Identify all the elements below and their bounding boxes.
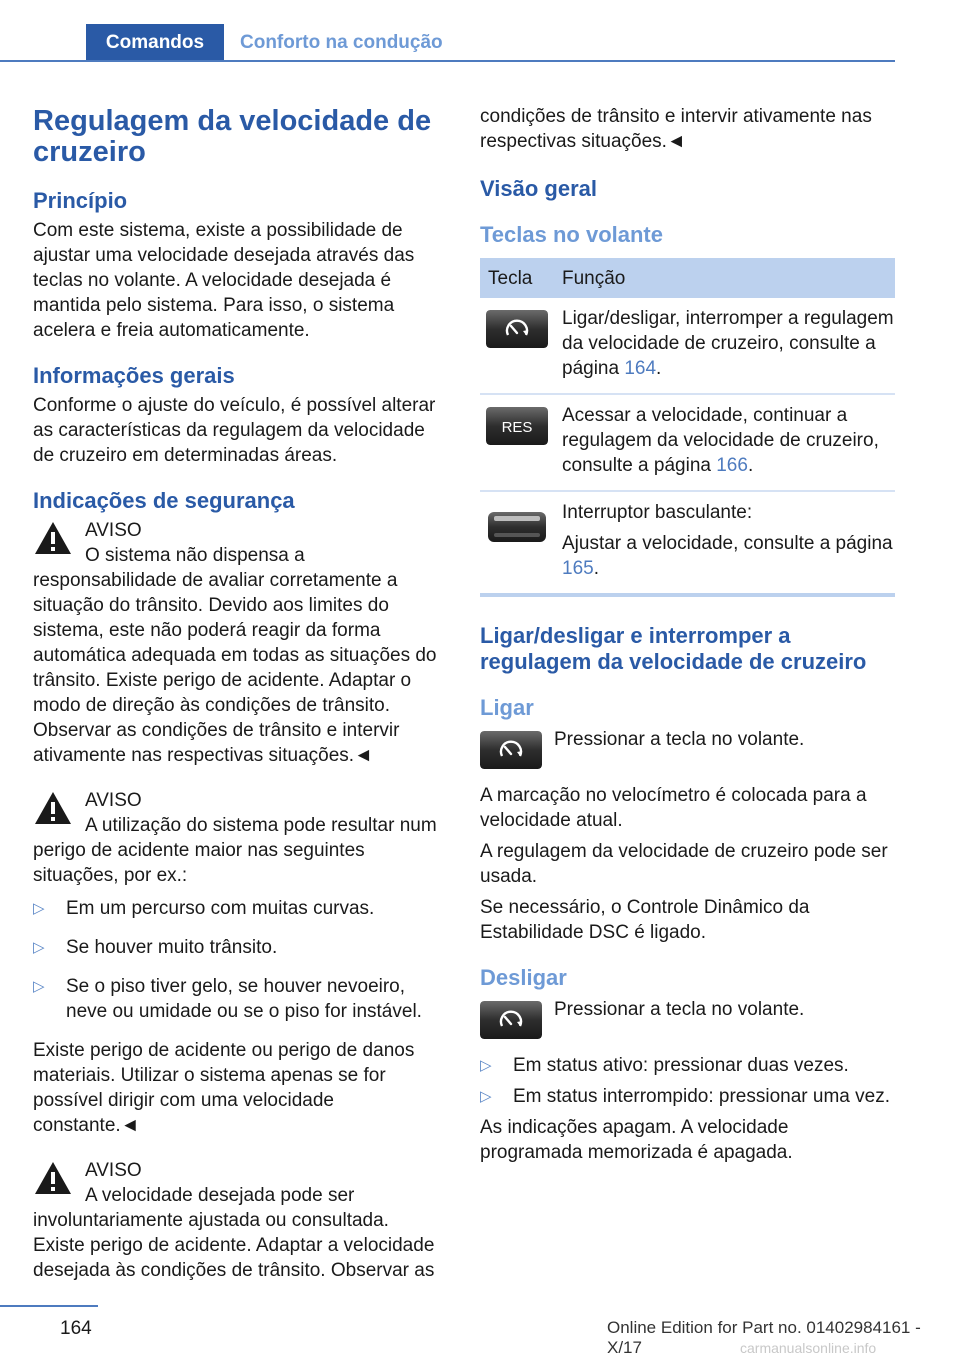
table-row: Interruptor basculante: Ajustar a velocidade, consulte a página 165. [480,491,895,595]
warning-label: AVISO [85,520,142,541]
warning-text: A velocidade desejada pode ser involuntariamente ajustada ou consultada. Existe perigo de acidente. Adaptar a velocidade desejada às condições de trânsito. Observar as [33,1185,435,1281]
on-instruction: Pressionar a tecla no volante. [480,727,895,771]
warning-triangle-icon [33,520,73,556]
footer-rule [0,1305,98,1307]
watermark: carmanualsonline.info [740,1340,877,1356]
principle-text: Com este sistema, existe a possibilidade de ajustar uma velocidade desejada através das teclas no volante. A velocidade desejada é mantida pelo sistema. Para isso, o sistema acelera e freia automaticamente. [33,220,415,341]
warning-text: O sistema não dispensa a responsabilidade de avaliar corretamente a situação do trânsito. Devido aos limites do sistema, este não poderá reagir da forma automática adequada em todas as situações do trânsito. Existe perigo de acidente. Adaptar o modo de direção às condições de trânsito. Observar as condições de trânsito e intervir ativamente nas respectivas situações.◄ [33,545,437,766]
edition-text: Online Edition for Part no. 01402984161 - X/17 [607,1318,921,1357]
list-item: ▷ Em um percurso com muitas curvas. [33,898,375,919]
continuation-text: condições de trânsito e intervir ativamente nas respectivas situações.◄ [480,106,872,152]
heading-general: Informações gerais [33,363,235,388]
table-header-function: Função [554,258,895,298]
cruise-control-key-icon [480,731,542,769]
off-bullet-list [480,1053,895,1109]
cruise-control-key-icon [486,310,548,348]
tab-conforto[interactable]: Conforto na condução [240,32,443,53]
triangle-bullet-icon: ▷ [33,939,45,956]
off-instruction: Pressionar a tecla no volante. [480,997,895,1041]
rocker-switch-icon [486,504,548,546]
page-link[interactable]: 165 [562,558,594,579]
svg-text:RES: RES [501,419,533,436]
heading-principle: Princípio [33,188,128,213]
warning-block-1 [33,518,443,768]
heading-keys: Teclas no volante [480,222,663,247]
triangle-bullet-icon: ▷ [480,1057,492,1074]
warning-text: A utilização do sistema pode resultar num perigo de acidente maior nas seguintes situações, por ex.: [33,815,437,886]
off-after-text: As indicações apagam. A velocidade programada memorizada é apagada. [480,1117,793,1163]
triangle-bullet-icon: ▷ [33,900,45,917]
on-text-2: A regulagem da velocidade de cruzeiro pode ser usada. [480,841,888,887]
heading-off: Desligar [480,965,567,990]
table-header-row [480,258,895,298]
page-link[interactable]: 164 [624,358,657,379]
table-row: RES Acessar a velocidade, continuar a regulagem da velocidade de cruzeiro, consulte a página 166. [480,394,895,491]
section-on [480,695,895,945]
section-off [480,965,895,1165]
triangle-bullet-icon: ▷ [480,1088,492,1105]
general-text: Conforme o ajuste do veículo, é possível alterar as características da regulagem da velocidade de cruzeiro em determinadas áreas. [33,395,436,466]
list-item: ▷ Se houver muito trânsito. [33,937,278,958]
table-header-key: Tecla [480,258,554,298]
on-text-1: A marcação no velocímetro é colocada para a velocidade atual. [480,785,867,831]
tab-comandos[interactable]: Comandos [86,24,224,62]
section-principle [33,188,443,343]
list-item: ▷ Em status ativo: pressionar duas vezes. [480,1055,849,1076]
heading-on: Ligar [480,695,534,720]
heading-safety: Indicações de segurança [33,488,295,513]
left-column [33,100,443,1283]
heading-overview: Visão geral [480,176,597,201]
warning-block-3 [33,1158,443,1283]
page-number: 164 [60,1318,92,1339]
warning-label: AVISO [85,790,142,811]
keys-table [480,258,895,597]
warning-bullet-list [33,896,443,1024]
cruise-control-key-icon [480,1001,542,1039]
section-general [33,363,443,468]
page-title: Regulagem da velocidade de cruzeiro [33,105,432,168]
warning-label: AVISO [85,1160,142,1181]
warning-block-2 [33,788,443,1138]
warning-after-text: Existe perigo de acidente ou perigo de danos materiais. Utilizar o sistema apenas se for possível dirigir com uma velocidade constante.◄ [33,1040,415,1136]
warning-triangle-icon [33,1160,73,1196]
header-bar [0,24,895,62]
section-safety [33,488,443,1283]
header-rule [0,60,895,62]
on-text-3: Se necessário, o Controle Dinâmico da Estabilidade DSC é ligado. [480,897,810,943]
warning-triangle-icon [33,790,73,826]
res-key-icon [486,407,548,445]
table-row: Ligar/desligar, interromper a regulagem da velocidade de cruzeiro, consulte a página 164. [480,298,895,394]
page-link[interactable]: 166 [716,455,748,476]
triangle-bullet-icon: ▷ [33,978,45,995]
right-column [480,100,895,1171]
list-item: ▷ Se o piso tiver gelo, se houver nevoeiro, neve ou umidade ou se o piso for instável. [33,976,422,1022]
heading-onoff: Ligar/desligar e interromper a regulagem da velocidade de cruzeiro [480,623,867,674]
list-item: ▷ Em status interrompido: pressionar uma vez. [480,1086,890,1107]
